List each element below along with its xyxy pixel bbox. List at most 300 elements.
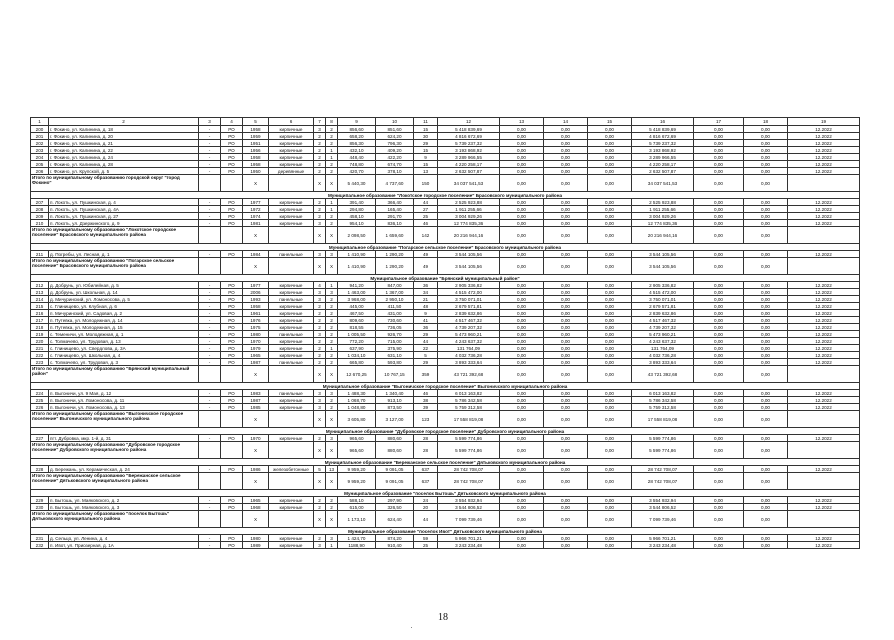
owner-cost: 3 004 929,26 <box>632 213 694 220</box>
residents: 44 <box>414 199 438 206</box>
section-title: Муниципальное образование "поселок Ивот" Дятьковского муниципального района <box>31 528 860 535</box>
subtotal-limit-cost: 0,00 <box>744 473 788 490</box>
entrances: 2 <box>326 213 338 220</box>
floors: 2 <box>314 154 326 161</box>
flag: - <box>199 542 221 549</box>
wall-material: кирпичные <box>269 133 314 140</box>
subtotal-region-cost: 0,00 <box>544 442 588 459</box>
total-cost: 2 905 336,82 <box>438 282 500 289</box>
living-area: 291,70 <box>376 213 414 220</box>
total-area: 467,50 <box>338 310 376 317</box>
total-cost: 5 786 342,58 <box>438 397 500 404</box>
total-area: 856,30 <box>338 140 376 147</box>
row-number: 230 <box>31 504 49 511</box>
completion-date: 12.2022 <box>788 435 860 442</box>
subtotal-municipal-cost: 0,00 <box>588 511 632 528</box>
floors: 3 <box>314 397 326 404</box>
wall-material: кирпичные <box>269 324 314 331</box>
completion-date: 12.2022 <box>788 331 860 338</box>
entrances: 2 <box>326 504 338 511</box>
region-cost: 0,00 <box>544 466 588 473</box>
subtotal-entrances: X <box>326 442 338 459</box>
subtotal-fund-type <box>221 411 243 428</box>
specific-cost: 0,00 <box>694 317 744 324</box>
living-area: 1 290,20 <box>376 251 414 258</box>
entrances: 1 <box>326 199 338 206</box>
subtotal-owner-cost: 17 558 819,08 <box>632 411 694 428</box>
region-cost: 0,00 <box>544 542 588 549</box>
total-cost: 4 032 736,28 <box>438 352 500 359</box>
completion-date: 12.2022 <box>788 140 860 147</box>
subtotal-completion-date <box>788 511 860 528</box>
living-area: 297,90 <box>376 497 414 504</box>
subtotal-specific-cost: 0,00 <box>694 175 744 192</box>
subtotal-region-cost: 0,00 <box>544 366 588 383</box>
build-year: 1968 <box>243 504 269 511</box>
section-heading-row <box>31 490 860 497</box>
table-row <box>31 504 860 511</box>
section-heading-row <box>31 428 860 435</box>
subtotal-limit-cost: 0,00 <box>744 411 788 428</box>
owner-cost: 3 750 071,01 <box>632 296 694 303</box>
limit-cost: 0,00 <box>744 345 788 352</box>
wall-material: кирпичные <box>269 140 314 147</box>
specific-cost: 0,00 <box>694 535 744 542</box>
total-area: 458,10 <box>338 213 376 220</box>
address: п. Ивот, ул. Приозерная, д. 1А <box>49 542 199 549</box>
fund-type: РО <box>221 161 243 168</box>
fund-type: РО <box>221 126 243 133</box>
total-cost: 5 739 237,32 <box>438 140 500 147</box>
build-year: 1958 <box>243 126 269 133</box>
subtotal-completion-date <box>788 411 860 428</box>
build-year: 1977 <box>243 199 269 206</box>
floors: 3 <box>314 542 326 549</box>
region-cost: 0,00 <box>544 338 588 345</box>
wall-material: кирпичные <box>269 317 314 324</box>
residents: 46 <box>414 220 438 227</box>
address: с. Глинищево, ул. Клубная, д. 6 <box>49 303 199 310</box>
column-number: 8 <box>326 118 338 126</box>
limit-cost: 0,00 <box>744 213 788 220</box>
living-area: 1 367,00 <box>376 289 414 296</box>
limit-cost: 0,00 <box>744 296 788 303</box>
subtotal-label: Итого по муниципальному образованию "Погарское сельское поселение" Брасовского муниципального района <box>31 258 199 275</box>
table-row <box>31 338 860 345</box>
subtotal-total-cost: 7 099 739,46 <box>438 511 500 528</box>
completion-date: 12.2022 <box>788 251 860 258</box>
municipal-cost: 0,00 <box>588 324 632 331</box>
section-title: Муниципальное образование "Дубровское городское поселение" Дубровского муниципального района <box>31 428 860 435</box>
owner-cost: 2 632 507,87 <box>632 168 694 175</box>
owner-cost: 2 905 336,82 <box>632 282 694 289</box>
table-row <box>31 331 860 338</box>
completion-date: 12.2022 <box>788 282 860 289</box>
specific-cost: 0,00 <box>694 331 744 338</box>
owner-cost: 3 193 868,92 <box>632 147 694 154</box>
total-area: 748,80 <box>338 161 376 168</box>
total-area: 1 424,70 <box>338 535 376 542</box>
subtotal-row <box>31 258 860 275</box>
subtotal-entrances: X <box>326 175 338 192</box>
table-row <box>31 147 860 154</box>
total-cost: 2 679 571,81 <box>438 303 500 310</box>
row-number: 201 <box>31 133 49 140</box>
region-cost: 0,00 <box>544 359 588 366</box>
completion-date: 12.2022 <box>788 338 860 345</box>
owner-cost: 4 517 467,32 <box>632 317 694 324</box>
total-cost: 4 517 467,32 <box>438 317 500 324</box>
table-row <box>31 213 860 220</box>
total-cost: 2 839 632,86 <box>438 310 500 317</box>
region-cost: 0,00 <box>544 303 588 310</box>
floors: 2 <box>314 435 326 442</box>
fund-type: РО <box>221 542 243 549</box>
row-number: 232 <box>31 542 49 549</box>
floors: 2 <box>314 310 326 317</box>
wall-material: панельные <box>269 331 314 338</box>
flag: - <box>199 390 221 397</box>
owner-cost: 3 893 333,64 <box>632 359 694 366</box>
subtotal-total-area: 3 605,80 <box>338 411 376 428</box>
specific-cost: 0,00 <box>694 359 744 366</box>
specific-cost: 0,00 <box>694 168 744 175</box>
fund-cost: 0,00 <box>500 338 544 345</box>
wall-material: кирпичные <box>269 303 314 310</box>
total-cost: 3 554 932,94 <box>438 497 500 504</box>
completion-date: 12.2022 <box>788 206 860 213</box>
subtotal-region-cost: 0,00 <box>544 511 588 528</box>
subtotal-total-area: 965,60 <box>338 442 376 459</box>
subtotal-build-year: X <box>243 411 269 428</box>
total-area: 420,70 <box>338 168 376 175</box>
fund-type: РО <box>221 220 243 227</box>
build-year: 1958 <box>243 154 269 161</box>
owner-cost: 4 739 207,32 <box>632 324 694 331</box>
column-number: 1 <box>31 118 49 126</box>
limit-cost: 0,00 <box>744 317 788 324</box>
flag: - <box>199 126 221 133</box>
subtotal-wall-material <box>269 258 314 275</box>
completion-date: 12.2022 <box>788 213 860 220</box>
owner-cost: 4 816 672,69 <box>632 133 694 140</box>
flag: - <box>199 535 221 542</box>
specific-cost: 0,00 <box>694 497 744 504</box>
build-year: 1970 <box>243 435 269 442</box>
floors: 2 <box>314 199 326 206</box>
subtotal-specific-cost: 0,00 <box>694 366 744 383</box>
fund-cost: 0,00 <box>500 206 544 213</box>
municipal-cost: 0,00 <box>588 390 632 397</box>
subtotal-limit-cost: 0,00 <box>744 175 788 192</box>
subtotal-limit-cost: 0,00 <box>744 366 788 383</box>
address: п. Бытошь, ул. Маяковского, д. 2 <box>49 497 199 504</box>
floors: 3 <box>314 220 326 227</box>
limit-cost: 0,00 <box>744 390 788 397</box>
total-area: 809,60 <box>338 317 376 324</box>
owner-cost: 3 544 806,52 <box>632 504 694 511</box>
subtotal-fund-cost: 0,00 <box>500 366 544 383</box>
residents: 15 <box>414 161 438 168</box>
entrances: 2 <box>326 497 338 504</box>
address: с. Глинищево, ул. Свердлова, д. 3А <box>49 345 199 352</box>
table-row <box>31 140 860 147</box>
specific-cost: 0,00 <box>694 542 744 549</box>
residents: 27 <box>414 206 438 213</box>
total-area: 1 005,50 <box>338 331 376 338</box>
living-area: 2 950,10 <box>376 296 414 303</box>
municipal-cost: 0,00 <box>588 296 632 303</box>
table-row <box>31 542 860 549</box>
region-cost: 0,00 <box>544 390 588 397</box>
wall-material: панельные <box>269 251 314 258</box>
total-area: 637,90 <box>338 345 376 352</box>
limit-cost: 0,00 <box>744 497 788 504</box>
residents: 20 <box>414 504 438 511</box>
region-cost: 0,00 <box>544 251 588 258</box>
build-year: 1970 <box>243 338 269 345</box>
subtotal-wall-material <box>269 473 314 490</box>
subtotal-total-cost: 17 558 819,08 <box>438 411 500 428</box>
fund-cost: 0,00 <box>500 352 544 359</box>
flag: - <box>199 497 221 504</box>
entrances: 2 <box>326 317 338 324</box>
wall-material: панельные <box>269 359 314 366</box>
municipal-cost: 0,00 <box>588 535 632 542</box>
specific-cost: 0,00 <box>694 126 744 133</box>
region-cost: 0,00 <box>544 154 588 161</box>
completion-date: 12.2022 <box>788 317 860 324</box>
floors: 2 <box>314 213 326 220</box>
completion-date: 12.2022 <box>788 504 860 511</box>
flag: - <box>199 133 221 140</box>
specific-cost: 0,00 <box>694 133 744 140</box>
total-area: 615,00 <box>338 504 376 511</box>
specific-cost: 0,00 <box>694 345 744 352</box>
column-number: 5 <box>243 118 269 126</box>
living-area: 836,10 <box>376 220 414 227</box>
address: пгт. Дубровка, мкр. 1-й, д. 31 <box>49 435 199 442</box>
wall-material: панельные <box>269 296 314 303</box>
total-cost: 3 004 929,26 <box>438 213 500 220</box>
total-cost: 12 774 835,36 <box>438 220 500 227</box>
address: г. Фокино, ул. Калинина, д. 21 <box>49 140 199 147</box>
floors: 3 <box>314 390 326 397</box>
completion-date: 12.2022 <box>788 289 860 296</box>
wall-material: кирпичные <box>269 338 314 345</box>
living-area: 1 340,40 <box>376 390 414 397</box>
column-number: 18 <box>744 118 788 126</box>
subtotal-region-cost: 0,00 <box>544 411 588 428</box>
fund-cost: 0,00 <box>500 497 544 504</box>
living-area: 326,50 <box>376 504 414 511</box>
fund-type: РО <box>221 435 243 442</box>
floors: 2 <box>314 133 326 140</box>
subtotal-wall-material <box>269 227 314 244</box>
residents: 15 <box>414 147 438 154</box>
fund-cost: 0,00 <box>500 390 544 397</box>
table-row <box>31 303 860 310</box>
row-number: 225 <box>31 397 49 404</box>
wall-material: кирпичные <box>269 535 314 542</box>
total-area: 1 410,90 <box>338 251 376 258</box>
build-year: 1965 <box>243 497 269 504</box>
subtotal-label: Итого по муниципальному образованию "Брянский муниципальный район" <box>31 366 199 383</box>
flag: - <box>199 140 221 147</box>
wall-material: кирпичные <box>269 345 314 352</box>
total-area: 658,20 <box>338 133 376 140</box>
subtotal-flag <box>199 473 221 490</box>
row-number: 226 <box>31 404 49 411</box>
total-cost: 5 418 839,69 <box>438 126 500 133</box>
flag: - <box>199 296 221 303</box>
subtotal-floors: X <box>314 175 326 192</box>
municipal-cost: 0,00 <box>588 317 632 324</box>
subtotal-owner-cost: 28 742 708,07 <box>632 473 694 490</box>
section-title: Муниципальное образование "поселок Бытошь" Дятьковского муниципального района <box>31 490 860 497</box>
row-number: 205 <box>31 161 49 168</box>
limit-cost: 0,00 <box>744 435 788 442</box>
limit-cost: 0,00 <box>744 338 788 345</box>
column-number: 9 <box>338 118 376 126</box>
fund-cost: 0,00 <box>500 542 544 549</box>
table-row <box>31 397 860 404</box>
fund-cost: 0,00 <box>500 535 544 542</box>
build-year: 1965 <box>243 352 269 359</box>
completion-date: 12.2022 <box>788 303 860 310</box>
wall-material: кирпичные <box>269 206 314 213</box>
owner-cost: 5 739 237,32 <box>632 140 694 147</box>
subtotal-row <box>31 511 860 528</box>
floors: 2 <box>314 338 326 345</box>
build-year: 1950 <box>243 168 269 175</box>
total-area: 445,00 <box>338 303 376 310</box>
wall-material: кирпичные <box>269 504 314 511</box>
specific-cost: 0,00 <box>694 282 744 289</box>
subtotal-floors: X <box>314 411 326 428</box>
specific-cost: 0,00 <box>694 504 744 511</box>
specific-cost: 0,00 <box>694 303 744 310</box>
row-number: 207 <box>31 199 49 206</box>
fund-type: РО <box>221 140 243 147</box>
wall-material: кирпичные <box>269 126 314 133</box>
specific-cost: 0,00 <box>694 296 744 303</box>
fund-cost: 0,00 <box>500 331 544 338</box>
total-cost: 3 750 071,01 <box>438 296 500 303</box>
residents: 41 <box>414 317 438 324</box>
section-heading-row <box>31 459 860 466</box>
table-row <box>31 404 860 411</box>
subtotal-living-area: 3 127,00 <box>376 411 414 428</box>
row-number: 210 <box>31 220 49 227</box>
living-area: 422,20 <box>376 154 414 161</box>
owner-cost: 2 525 923,88 <box>632 199 694 206</box>
flag: - <box>199 359 221 366</box>
entrances: 2 <box>326 140 338 147</box>
municipal-cost: 0,00 <box>588 140 632 147</box>
subtotal-entrances: X <box>326 227 338 244</box>
entrances: 2 <box>326 310 338 317</box>
subtotal-owner-cost: 3 544 105,56 <box>632 258 694 275</box>
subtotal-specific-cost: 0,00 <box>694 473 744 490</box>
limit-cost: 0,00 <box>744 310 788 317</box>
total-area: 1 034,10 <box>338 352 376 359</box>
address: г. Фокино, ул. Крупской, д. 5 <box>49 168 199 175</box>
floors: 3 <box>314 296 326 303</box>
municipal-cost: 0,00 <box>588 397 632 404</box>
total-area: 3 968,00 <box>338 296 376 303</box>
completion-date: 12.2022 <box>788 168 860 175</box>
entrances: 2 <box>326 126 338 133</box>
build-year: 1993 <box>243 296 269 303</box>
subtotal-wall-material <box>269 511 314 528</box>
subtotal-flag <box>199 442 221 459</box>
section-title: Муниципальное образование "Локотское городское поселение" Брасовского муниципального района <box>31 192 860 199</box>
owner-cost: 5 599 774,86 <box>632 435 694 442</box>
floors: 2 <box>314 140 326 147</box>
wall-material: кирпичные <box>269 147 314 154</box>
subtotal-wall-material <box>269 442 314 459</box>
subtotal-build-year: X <box>243 258 269 275</box>
limit-cost: 0,00 <box>744 542 788 549</box>
residents: 29 <box>414 359 438 366</box>
fund-type: РО <box>221 296 243 303</box>
owner-cost: 4 243 637,32 <box>632 338 694 345</box>
municipal-cost: 0,00 <box>588 213 632 220</box>
total-cost: 3 544 105,56 <box>438 251 500 258</box>
row-number: 211 <box>31 251 49 258</box>
limit-cost: 0,00 <box>744 220 788 227</box>
table-row <box>31 154 860 161</box>
municipal-cost: 0,00 <box>588 404 632 411</box>
completion-date: 12.2022 <box>788 161 860 168</box>
wall-material: кирпичные <box>269 282 314 289</box>
total-area: 856,60 <box>338 126 376 133</box>
entrances: 3 <box>326 535 338 542</box>
address: п. Мичуринский, ул. Садовая, д. 2 <box>49 310 199 317</box>
limit-cost: 0,00 <box>744 504 788 511</box>
residents: 15 <box>414 126 438 133</box>
completion-date: 12.2022 <box>788 133 860 140</box>
subtotal-municipal-cost: 0,00 <box>588 411 632 428</box>
limit-cost: 0,00 <box>744 303 788 310</box>
living-area: 736,05 <box>376 324 414 331</box>
total-area: 432,10 <box>338 147 376 154</box>
row-number: 223 <box>31 359 49 366</box>
table-row <box>31 206 860 213</box>
section-heading-row <box>31 275 860 282</box>
address: д. Погребы, ул. Лесная, д. 1 <box>49 251 199 258</box>
build-year: 1975 <box>243 324 269 331</box>
fund-cost: 0,00 <box>500 466 544 473</box>
municipal-cost: 0,00 <box>588 154 632 161</box>
completion-date: 12.2022 <box>788 296 860 303</box>
entrances: 2 <box>326 161 338 168</box>
subtotal-limit-cost: 0,00 <box>744 511 788 528</box>
wall-material: панельные <box>269 390 314 397</box>
subtotal-completion-date <box>788 366 860 383</box>
floors: 2 <box>314 206 326 213</box>
floors: 3 <box>314 404 326 411</box>
region-cost: 0,00 <box>544 220 588 227</box>
floors: 2 <box>314 352 326 359</box>
fund-type: РО <box>221 345 243 352</box>
row-number: 231 <box>31 535 49 542</box>
fund-cost: 0,00 <box>500 133 544 140</box>
row-number: 227 <box>31 435 49 442</box>
register-page <box>30 117 858 549</box>
build-year: 1958 <box>243 303 269 310</box>
